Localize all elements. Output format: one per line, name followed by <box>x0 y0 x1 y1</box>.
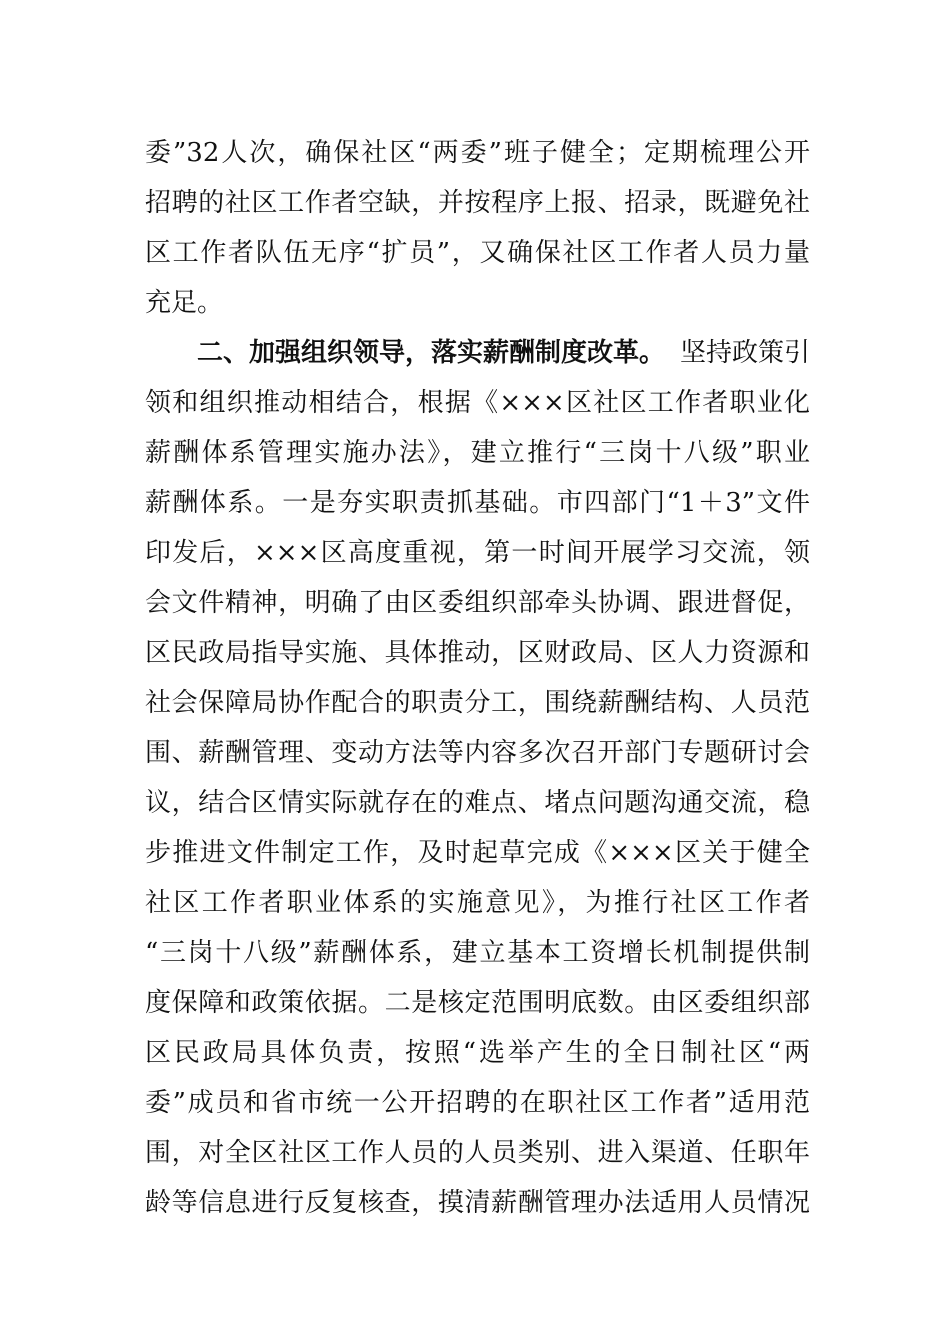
paragraph-line: 区工作者队伍无序“扩员”，又确保社区工作者人员力量 <box>145 238 810 268</box>
paragraph-line: 会文件精神，明确了由区委组织部牵头协调、跟进督促， <box>145 588 810 618</box>
paragraph-line: 社会保障局协作配合的职责分工，围绕薪酬结构、人员范 <box>145 688 810 718</box>
paragraph-line: 印发后，×××区高度重视，第一时间开展学习交流，领 <box>145 538 810 568</box>
first-line-rest: 坚持政策引 <box>679 338 810 368</box>
paragraph-line: 委”成员和省市统一公开招聘的在职社区工作者”适用范 <box>145 1088 810 1118</box>
paragraph-line: 招聘的社区工作者空缺，并按程序上报、招录，既避免社 <box>145 188 810 218</box>
paragraph-line: 薪酬体系。一是夯实职责抓基础。市四部门“1＋3”文件 <box>145 488 810 518</box>
paragraph-line: 领和组织推动相结合，根据《×××区社区工作者职业化 <box>145 388 810 418</box>
paragraph-line: 度保障和政策依据。二是核定范围明底数。由区委组织部 <box>145 988 810 1018</box>
paragraph-line: 社区工作者职业体系的实施意见》，为推行社区工作者 <box>145 888 810 918</box>
paragraph-line: 龄等信息进行反复核查，摸清薪酬管理办法适用人员情况 <box>145 1188 810 1218</box>
paragraph-line: 充足。 <box>145 288 224 318</box>
section-heading: 二、加强组织领导，落实薪酬制度改革。 <box>197 338 666 368</box>
paragraph-line: 区民政局具体负责，按照“选举产生的全日制社区“两 <box>145 1038 810 1068</box>
paragraph-line: 薪酬体系管理实施办法》，建立推行“三岗十八级”职业 <box>145 438 810 468</box>
paragraph-line: “三岗十八级”薪酬体系，建立基本工资增长机制提供制 <box>145 938 810 968</box>
paragraph-line: 步推进文件制定工作，及时起草完成《×××区关于健全 <box>145 838 810 868</box>
paragraph-line: 围，对全区社区工作人员的人员类别、进入渠道、任职年 <box>145 1138 810 1168</box>
paragraph-line: 议，结合区情实际就存在的难点、堵点问题沟通交流，稳 <box>145 788 810 818</box>
paragraph-line: 区民政局指导实施、具体推动，区财政局、区人力资源和 <box>145 638 810 668</box>
paragraph-line: 委”32人次，确保社区“两委”班子健全；定期梳理公开 <box>145 138 810 168</box>
paragraph-line: 围、薪酬管理、变动方法等内容多次召开部门专题研讨会 <box>145 738 810 768</box>
paragraph-first-line <box>197 328 810 378</box>
